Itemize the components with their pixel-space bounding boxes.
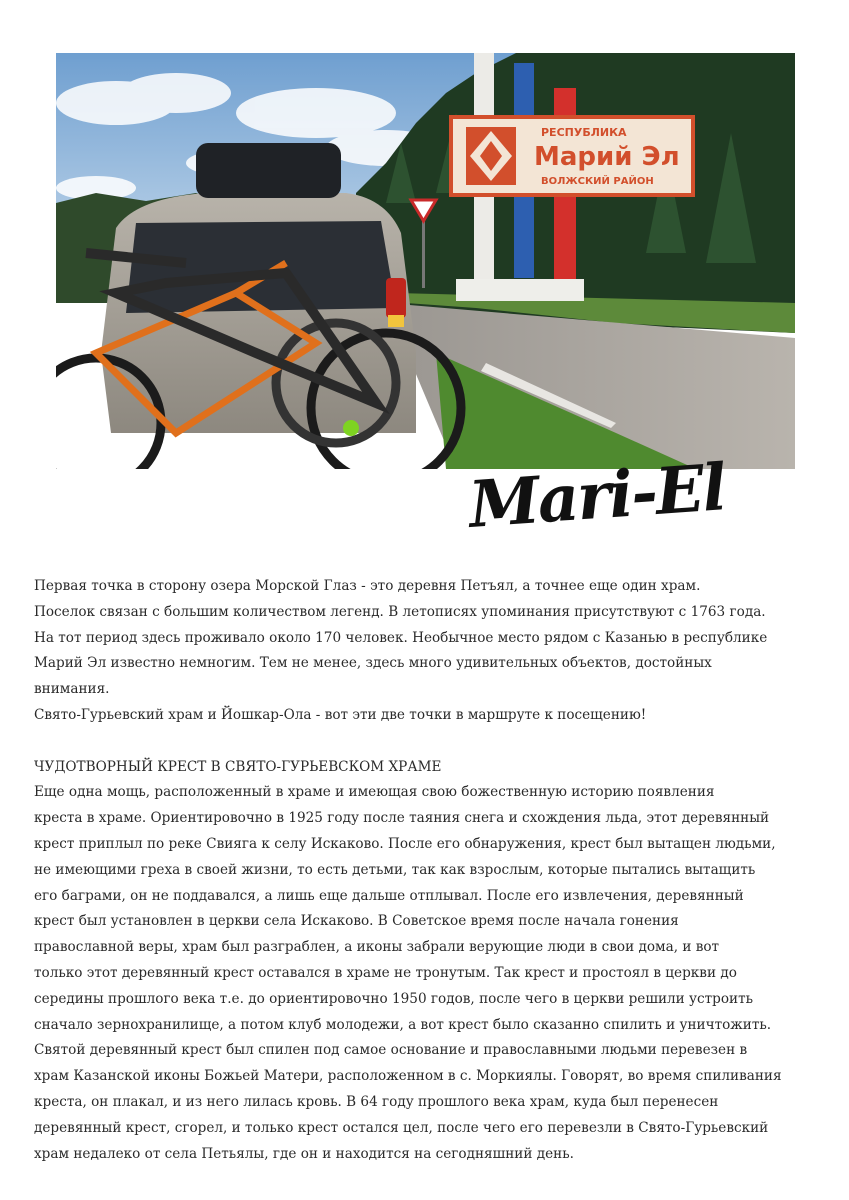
sign-ornament-icon — [466, 127, 516, 185]
tail-light — [386, 278, 406, 318]
article-text — [34, 574, 819, 1167]
section-line: крест приплыл по реке Свияга к селу Искаково. После его обнаружения, крест был вытащен людьми, — [34, 835, 776, 852]
section-line: храм недалеко от села Петьялы, где он и находится на сегодняшний день. — [34, 1145, 574, 1162]
road-sign-photo — [56, 53, 795, 469]
roof-box — [196, 143, 341, 198]
intro-line: Поселок связан с большим количеством легенд. В летописях упоминания присутствуют с 1763 года. — [34, 603, 766, 620]
section-line: не имеющими греха в своей жизни, то есть детьми, так как взрослым, которые пытались вытащить — [34, 861, 756, 878]
sign-republic: РЕСПУБЛИКА — [541, 126, 627, 139]
section-line: его баграми, он не поддавался, а лишь еще дальше отплывал. После его извлечения, деревянный — [34, 887, 744, 904]
section-line: Еще одна мощь, расположенный в храме и имеющая свою божественную историю появления — [34, 784, 715, 801]
section-line: крест был установлен в церкви села Искаково. В Советское время после начала гонения — [34, 913, 679, 930]
sign-district: ВОЛЖСКИЙ РАЙОН — [541, 176, 654, 187]
intro-line: Свято-Гурьевский храм и Йошкар-Ола - вот эти две точки в маршруте к посещению! — [34, 706, 647, 723]
intro-line: Марий Эл известно немногим. Тем не менее, здесь много удивительных объектов, достойных — [34, 655, 712, 672]
section-line: середины прошлого века т.е. до ориентировочно 1950 годов, после чего в церкви решили устроить — [34, 990, 754, 1007]
yield-post — [422, 213, 425, 288]
intro-line: На тот период здесь проживало около 170 человек. Необычное место рядом с Казанью в республике — [34, 629, 768, 646]
section-line: креста в храме. Ориентировочно в 1925 году после таяния снега и схождения льда, этот деревянный — [34, 810, 770, 827]
hero-photo — [56, 53, 795, 469]
sign-name: Марий Эл — [534, 142, 680, 172]
section-line: креста, он плакал, и из него лилась кровь. В 64 году прошлого века храм, куда был перенесен — [34, 1093, 719, 1110]
section-line: православной веры, храм был разграблен, а иконы забрали верующие люди в свои дома, и вот — [34, 939, 720, 956]
script-title: Mari-El — [466, 450, 728, 543]
section-line: деревянный крест, сгорел, и только крест остался цел, после чего его перевезли в Свято-Гурьевский — [34, 1119, 769, 1136]
section-line: Святой деревянный крест был спилен под самое основание и православными людьми перевезен в — [34, 1042, 748, 1059]
sign-base — [456, 279, 584, 301]
intro-line: внимания. — [34, 681, 110, 698]
section-line: сначало зернохранилище, а потом клуб молодежи, а вот крест было сказанно спилить и уничтожить. — [34, 1016, 772, 1033]
bike-hub — [343, 420, 359, 436]
section-heading: ЧУДОТВОРНЫЙ КРЕСТ В СВЯТО-ГУРЬЕВСКОМ ХРАМЕ — [34, 758, 442, 775]
intro-line: Первая точка в сторону озера Морской Глаз - это деревня Петъял, а точнее еще один храм. — [34, 578, 701, 594]
section-line: храм Казанской иконы Божьей Матери, расположенном в с. Моркиялы. Говорят, во время спиливания — [34, 1068, 782, 1085]
section-line: только этот деревянный крест оставался в храме не тронутым. Так крест и простоял в церкви до — [34, 964, 737, 981]
paragraph-spacer — [34, 729, 819, 755]
